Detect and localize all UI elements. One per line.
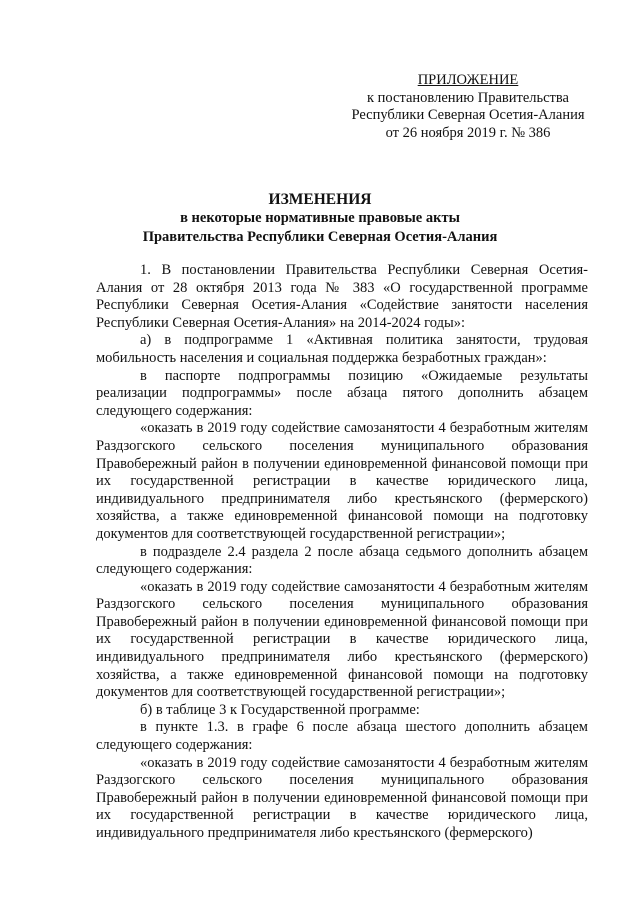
appendix-date: от 26 ноября 2019 г. № 386 [385,124,551,141]
paragraph: 1. В постановлении Правительства Республики Северная Осетия-Алания от 28 октября 2013 года № 383 «О государственной программе Республики Северная Осетия-Алания «Содействие занятости населения Республики Северная Осетия-Алания» на 2014-2024 годы»: [96,262,588,331]
paragraph: в паспорте подпрограммы позицию «Ожидаемые результаты реализации подпрограммы» после абзаца пятого дополнить абзацем следующего содержания: [96,367,588,419]
paragraph: б) в таблице 3 к Государственной программе: [140,701,420,718]
paragraph: «оказать в 2019 году содействие самозанятости 4 безработным жителям Раздзогского сельского поселения муниципального образования Правобережный район в получении единовременной финансовой помощи при их государственной регистрации в качестве юридического лица, индивидуального предпринимателя либо крестьянского (фермерского) хозяйства, а также единовременной финансовой помощи на подготовку документов для соответствующей государственной регистрации»; [96,578,588,701]
appendix-heading: ПРИЛОЖЕНИЕ [417,72,519,88]
paragraph: «оказать в 2019 году содействие самозанятости 4 безработным жителям Раздзогского сельского поселения муниципального образования Правобережный район в получении единовременной финансовой помощи при их государственной регистрации в качестве юридического лица, индивидуального предпринимателя либо крестьянского (фермерского) хозяйства, а также единовременной финансовой помощи на подготовку документов для соответствующей государственной регистрации»; [96,420,588,542]
title-subtitle: в некоторые нормативные правовые акты [180,210,460,226]
appendix-block [330,72,606,142]
paragraph: в пункте 1.3. в графе 6 после абзаца шестого дополнить абзацем следующего содержания: [96,719,588,754]
title-main: ИЗМЕНЕНИЯ [268,191,372,208]
document-title [96,190,544,247]
paragraph: а) в подпрограмме 1 «Активная политика занятости, трудовая мобильность населения и социальная поддержка безработных граждан»: [96,332,588,366]
appendix-line: к постановлению Правительства [367,89,569,106]
document-body [96,262,588,843]
appendix-line: Республики Северная Осетия-Алания [351,107,585,123]
title-subtitle: Правительства Республики Северная Осетия-Алания [142,229,498,245]
paragraph: «оказать в 2019 году содействие самозанятости 4 безработным жителям Раздзогского сельского поселения муниципального образования Правобережный район в получении единовременной финансовой помощи при их государственной регистрации в качестве юридического лица, индивидуального предпринимателя либо крестьянского (фермерского) [96,754,588,841]
paragraph: в подразделе 2.4 раздела 2 после абзаца седьмого дополнить абзацем следующего содержания: [96,543,588,578]
